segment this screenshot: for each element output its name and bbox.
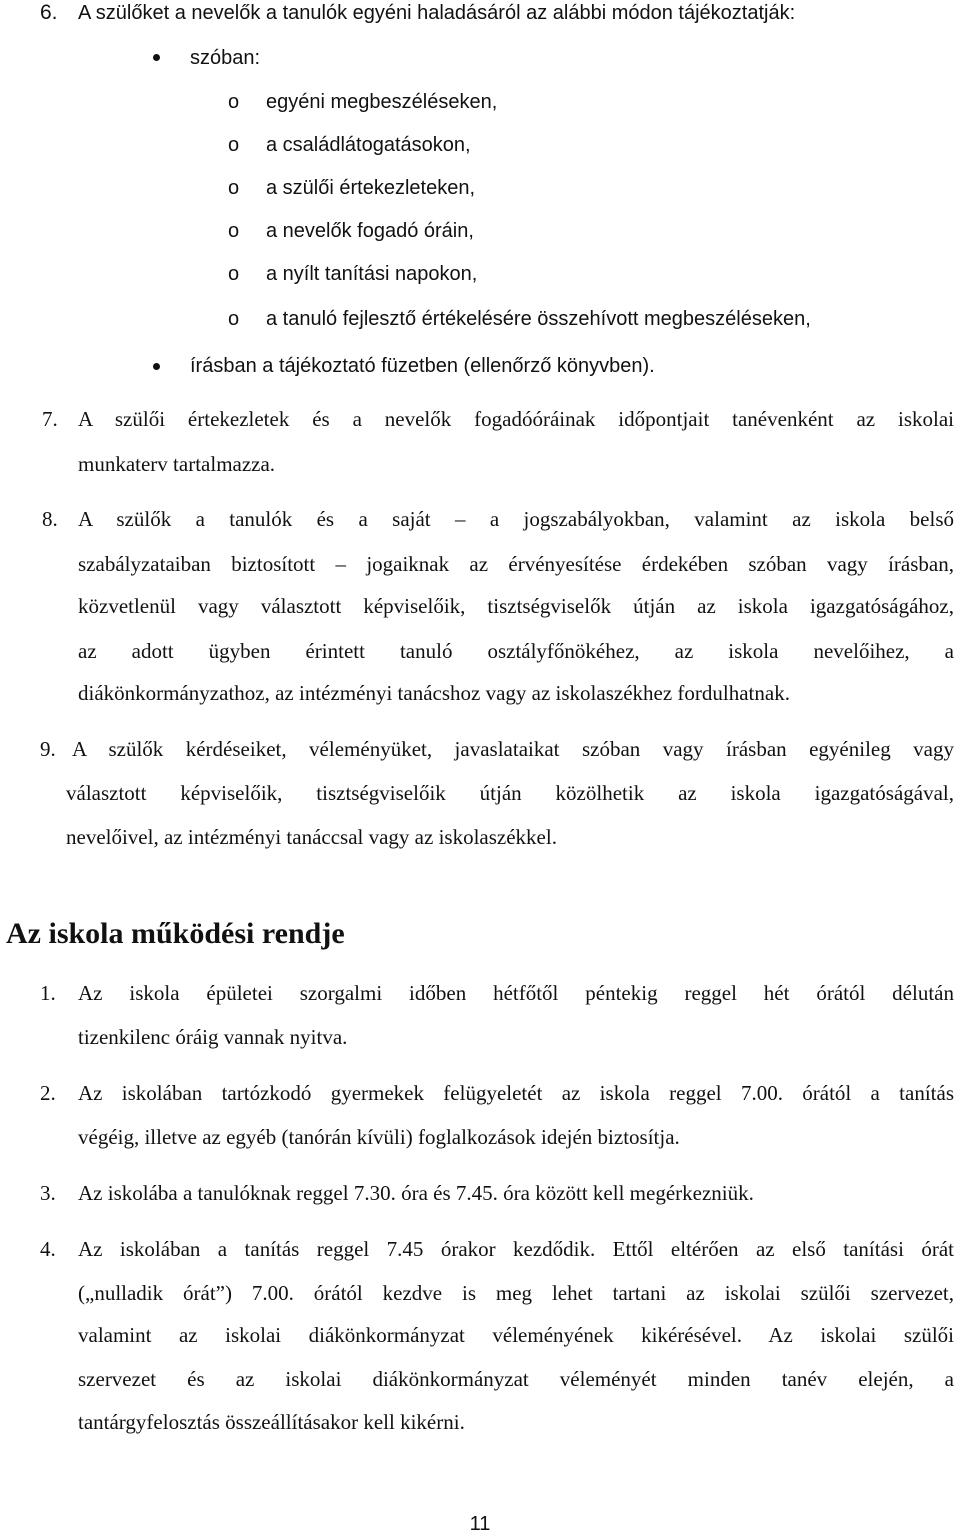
- item-7-number: 7.: [42, 407, 58, 431]
- subitem-1: egyéni megbeszéléseken,: [266, 91, 498, 113]
- rule-3-line-1: Az iskolába a tanulóknak reggel 7.30. óra és 7.45. óra között kell megérkezniük.: [78, 1181, 754, 1205]
- sub-bullet-icon: o: [228, 91, 240, 113]
- item-9-line-3: nevelőivel, az intézményi tanáccsal vagy az iskolaszékkel.: [66, 825, 557, 849]
- bullet-icon: [153, 363, 160, 370]
- subitem-5: a nyílt tanítási napokon,: [266, 263, 478, 285]
- item-9-number: 9.: [40, 737, 56, 761]
- item-8-line-2: szabályzataiban biztosított – jogaiknak az érvényesítése érdekében szóban vagy írásban,: [78, 552, 954, 576]
- item-8-line-5: diákönkormányzathoz, az intézményi tanácshoz vagy az iskolaszékhez fordulhatnak.: [78, 681, 790, 705]
- item-8-line-1: A szülők a tanulók és a saját – a jogszabályokban, valamint az iskola belső: [78, 507, 954, 531]
- rule-4-line-1: Az iskolában a tanítás reggel 7.45 órakor kezdődik. Ettől eltérően az első tanítási órát: [78, 1237, 954, 1261]
- subitem-3: a szülői értekezleteken,: [266, 177, 476, 199]
- bullet-icon: [153, 54, 160, 61]
- rule-4-line-3: valamint az iskolai diákönkormányzat véleményének kikérésével. Az iskolai szülői: [78, 1323, 954, 1347]
- sub-bullet-icon: o: [228, 220, 240, 242]
- rule-1-line-1: Az iskola épületei szorgalmi időben hétfőtől péntekig reggel hét órától délután: [78, 981, 954, 1005]
- sub-bullet-icon: o: [228, 263, 240, 285]
- subitem-4: a nevelők fogadó óráin,: [266, 220, 474, 242]
- rule-1-line-2: tizenkilenc óráig vannak nyitva.: [78, 1025, 348, 1049]
- rule-2-number: 2.: [40, 1081, 56, 1105]
- sub-bullet-icon: o: [228, 308, 240, 330]
- section-heading: Az iskola működési rendje: [6, 917, 345, 950]
- rule-3-number: 3.: [40, 1181, 56, 1205]
- item-9-line-1: A szülők kérdéseiket, véleményüket, javaslataikat szóban vagy írásban egyénileg vagy: [72, 737, 954, 761]
- rule-4-line-2: („nulladik órát”) 7.00. órától kezdve is meg lehet tartani az iskolai szülői szervezet,: [78, 1281, 954, 1305]
- subitem-6: a tanuló fejlesztő értékelésére összehívott megbeszéléseken,: [266, 308, 811, 330]
- rule-4-number: 4.: [40, 1237, 56, 1261]
- item-8-line-4: az adott ügyben érintett tanuló osztályfőnökéhez, az iskola nevelőihez, a: [78, 639, 954, 663]
- rule-2-line-1: Az iskolában tartózkodó gyermekek felügyeletét az iskola reggel 7.00. órától a tanítás: [78, 1081, 954, 1105]
- item-8-number: 8.: [42, 507, 58, 531]
- rule-4-line-5: tantárgyfelosztás összeállításakor kell kikérni.: [78, 1410, 465, 1434]
- item-7-line-2: munkaterv tartalmazza.: [78, 452, 276, 476]
- item-8-line-3: közvetlenül vagy választott képviselőik, tisztségviselők útján az iskola igazgatóságához,: [78, 594, 954, 618]
- rule-2-line-2: végéig, illetve az egyéb (tanórán kívüli) foglalkozások idején biztosítja.: [78, 1125, 680, 1149]
- bullet-written: írásban a tájékoztató füzetben (ellenőrző könyvben).: [190, 355, 655, 377]
- item-6-text: A szülőket a nevelők a tanulók egyéni haladásáról az alábbi módon tájékoztatják:: [78, 2, 796, 24]
- rule-4-line-4: szervezet és az iskolai diákönkormányzat véleményét minden tanév elején, a: [78, 1367, 954, 1391]
- item-6-number: 6.: [40, 1, 58, 24]
- bullet-oral: szóban:: [190, 47, 261, 69]
- subitem-2: a családlátogatásokon,: [266, 134, 471, 156]
- sub-bullet-icon: o: [228, 177, 240, 199]
- item-9-line-2: választott képviselőik, tisztségviselőik útján közölhetik az iskola igazgatóságával,: [66, 781, 954, 805]
- page-number: 11: [469, 1513, 491, 1535]
- rule-1-number: 1.: [40, 981, 56, 1005]
- sub-bullet-icon: o: [228, 134, 240, 156]
- item-7-line-1: A szülői értekezletek és a nevelők fogadóóráinak időpontjait tanévenként az iskolai: [78, 407, 954, 431]
